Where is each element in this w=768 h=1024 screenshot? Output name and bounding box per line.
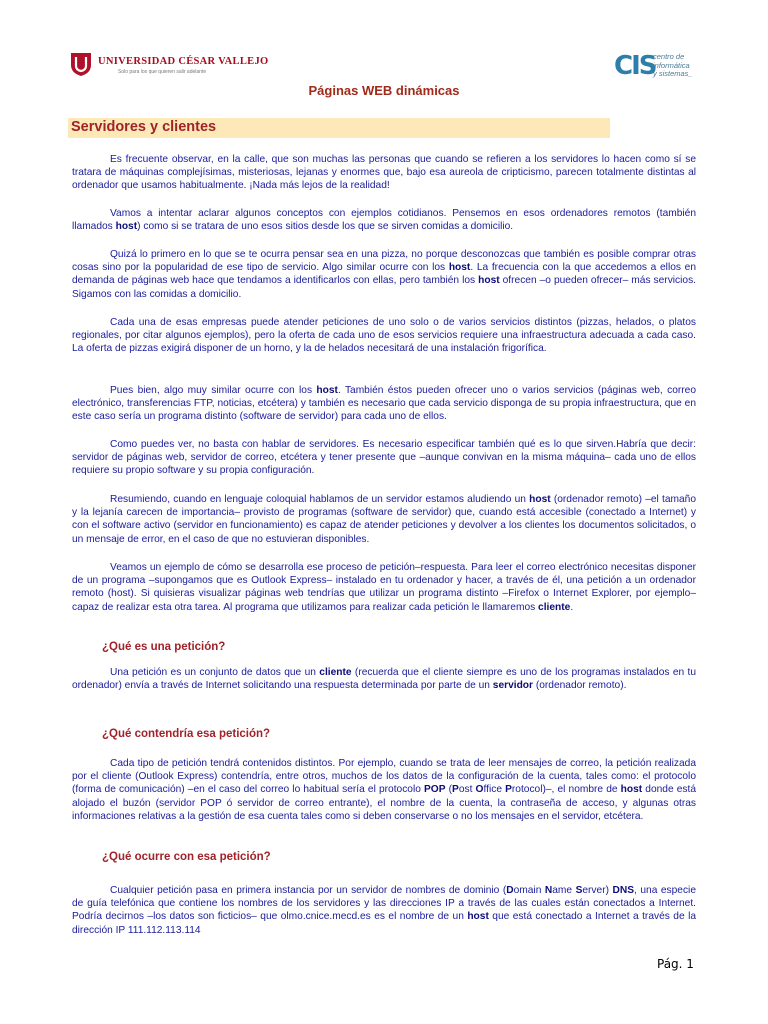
ucv-shield-icon: [70, 51, 92, 77]
paragraph: [72, 248, 696, 301]
text-run: Resumiendo, cuando en lenguaje coloquial hablamos de un servidor estamos aludiendo un: [110, 494, 530, 505]
bold-term: host: [316, 385, 338, 396]
cis-text: [653, 53, 693, 79]
text-run: Cualquier petición pasa en primera instancia por un servidor de nombres de dominio (: [110, 885, 507, 896]
bold-term: P: [505, 784, 512, 796]
text-run: . También éstos pueden ofrecer uno o varios servicios (páginas web, correo electrónico, transferencias FTP, noticias, etcétera) y también es necesario que cada servicio disponga de su propia infraestructura, que en este caso sería un programa distinto (software de servidor) para cada uno de ellos.: [72, 385, 696, 423]
paragraph: [72, 153, 696, 193]
text-run: ffice: [483, 784, 506, 796]
page-number: Pág. 1: [657, 957, 694, 971]
cis-line: informática: [653, 60, 690, 70]
text-run: rotocol)–, el nombre de: [511, 784, 621, 796]
bold-term: S: [575, 885, 583, 896]
bold-term: cliente: [538, 601, 571, 613]
text-run: , una especie de guía telefónica que contiene los nombres de los servidores y las direcciones IP a través de las cuales están conectados a Internet. Podría decirnos –los datos son ficticios– que olmo.cnice.mecd.es es el nombre de un: [72, 885, 696, 923]
paragraph: [72, 561, 696, 614]
text-run: (ordenador remoto).: [533, 680, 627, 692]
bold-term: POP: [424, 784, 446, 796]
question-heading: ¿Qué contendría esa petición?: [102, 728, 271, 740]
bold-term: P: [452, 784, 459, 796]
cis-line: y sistemas_: [653, 69, 693, 78]
text-run: . La frecuencia con la que accedemos a ellos en demanda de páginas web hace que tendamos a identificarlos con ellas, pero también los: [72, 262, 696, 287]
paragraph: [72, 666, 696, 692]
document-title: Páginas WEB dinámicas: [308, 83, 460, 98]
text-run: Cada una de esas empresas puede atender peticiones de uno solo o de varios servicios distintos (pizzas, helados, o platos regionales, por citar algunos ejemplos), pero la oferta de cada uno de esos servicios requiere una infraestructura adecuada a cada caso. La oferta de pizzas exigirá disponer de un horno, y la de helados necesitará de una instalación frigorífica.: [72, 317, 696, 355]
bold-term: N: [544, 885, 553, 896]
text-run: Es frecuente observar, en la calle, que son muchas las personas que cuando se refieren a los servidores lo hacen como sí se tratara de máquinas complejísimas, misteriosas, lejanas y enormes que, bajo esa aureola de cripticismo, parecen totalmente distintas al ordenador que usamos habitualmente. ¡Nada más lejos de la realidad!: [72, 154, 696, 192]
bold-term: O: [475, 784, 484, 796]
text-run: ost: [458, 784, 476, 796]
bold-term: host: [115, 221, 138, 233]
text-run: (recuerda que el cliente siempre es uno de los programas instalados en tu ordenador) envía a través de Internet solicitando una respuesta determinada por parte de un: [72, 667, 697, 692]
bold-term: cliente: [319, 667, 352, 678]
text-run: erver): [582, 885, 613, 896]
paragraph: [72, 207, 696, 233]
paragraph: [72, 493, 696, 546]
paragraph: [72, 316, 696, 356]
bold-term: host: [467, 911, 489, 923]
cis-line: centro de: [653, 52, 685, 61]
question-heading: ¿Qué es una petición?: [102, 641, 226, 653]
paragraph: [72, 384, 696, 424]
paragraph: [72, 757, 696, 823]
text-run: (ordenador remoto) –el tamaño y la lejanía carecen de importancia– provisto de programas (software de servidor) que, cuando está accesible (conectado a Internet) y con el software activo (servidor en funcionamiento) es capaz de atender peticiones y devolver a los clientes los documentos solicitados, o un mensaje de error, en el caso de que no estuvieran disponibles.: [72, 494, 696, 545]
university-name: UNIVERSIDAD CÉSAR VALLEJO: [98, 56, 269, 67]
text-run: Una petición es un conjunto de datos que un: [110, 667, 320, 678]
text-run: Vamos a intentar aclarar algunos conceptos con ejemplos cotidianos. Pensemos en esos ordenadores remotos (también llamados: [72, 208, 696, 233]
paragraph: [72, 884, 696, 937]
paragraph: [72, 438, 696, 478]
text-run: que está conectado a Internet a través de la dirección IP 111.112.113.114: [72, 911, 696, 936]
cis-mark: CIS: [614, 51, 656, 81]
bold-term: host: [620, 784, 643, 796]
text-run: ) como si se tratara de uno esos sitios desde los que se sirven comidas a domicilio.: [137, 221, 514, 233]
section-header: [68, 118, 610, 138]
question-heading: ¿Qué ocurre con esa petición?: [102, 851, 271, 863]
text-run: Veamos un ejemplo de cómo se desarrolla ese proceso de petición–respuesta. Para leer el correo electrónico necesitas disponer de un programa –supongamos que es Outlook Express– instalado en tu ordenador y hacer, a través de él, una petición a un ordenador remoto (host). Si quisieras visualizar páginas web tendrías que utilizar un programa distinto –Firefox o Internet Explorer, por ejemplo– capaz de realizar esta otra tarea. Al programa que utilizamos para realizar cada petición le llamaremos: [72, 562, 696, 613]
text-run: Cada tipo de petición tendrá contenidos distintos. Por ejemplo, cuando se trata de leer mensajes de correo, la petición realizada por el cliente (Outlook Express) contendría, entre otros, muchos de los datos de la configuración de la cuenta, tales como: el protocolo (forma de comunicación) –en el caso del correo lo habitual sería el protocolo: [72, 758, 696, 796]
text-run: Quizá lo primero en lo que se te ocurra pensar sea en una pizza, no porque desconozcas que también es posible comprar otras cosas sino por la popularidad de ese tipo de servicio. Algo similar ocurre con los: [72, 249, 696, 274]
bold-term: host: [448, 262, 471, 274]
text-run: ame: [552, 885, 576, 896]
bold-term: D: [506, 885, 514, 896]
bold-term: servidor: [492, 680, 533, 692]
cis-logo: [614, 51, 724, 85]
bold-term: host: [529, 494, 551, 505]
section-title: Servidores y clientes: [71, 119, 217, 135]
text-run: ofrecen –o pueden ofrecer– más servicios. Sigamos con las comidas a domicilio.: [72, 275, 696, 300]
bold-term: host: [478, 275, 500, 287]
text-run: omain: [513, 885, 545, 896]
text-run: (: [445, 784, 453, 796]
text-run: .: [570, 601, 574, 613]
text-run: Pues bien, algo muy similar ocurre con los: [110, 385, 317, 396]
university-slogan: Solo para los que quieren salir adelante: [118, 69, 207, 75]
bold-term: DNS: [612, 885, 635, 896]
text-run: Como puedes ver, no basta con hablar de servidores. Es necesario especificar también qué es lo que sirven.Habría que decir: servidor de páginas web, servidor de correo, etcétera y tener presente que –aunque convivan en la misma máquina– cada uno de ellos requiere su propio software y su propia configuración.: [72, 439, 696, 477]
text-run: donde está alojado el buzón (servidor POP ó servidor de correo entrante), el nombre de la cuenta, la contraseña de acceso, y algunas otras informaciones relativas a la gestión de esa cuenta tales como si deben conservarse o no los mensajes en el servidor, etcétera.: [72, 784, 696, 822]
